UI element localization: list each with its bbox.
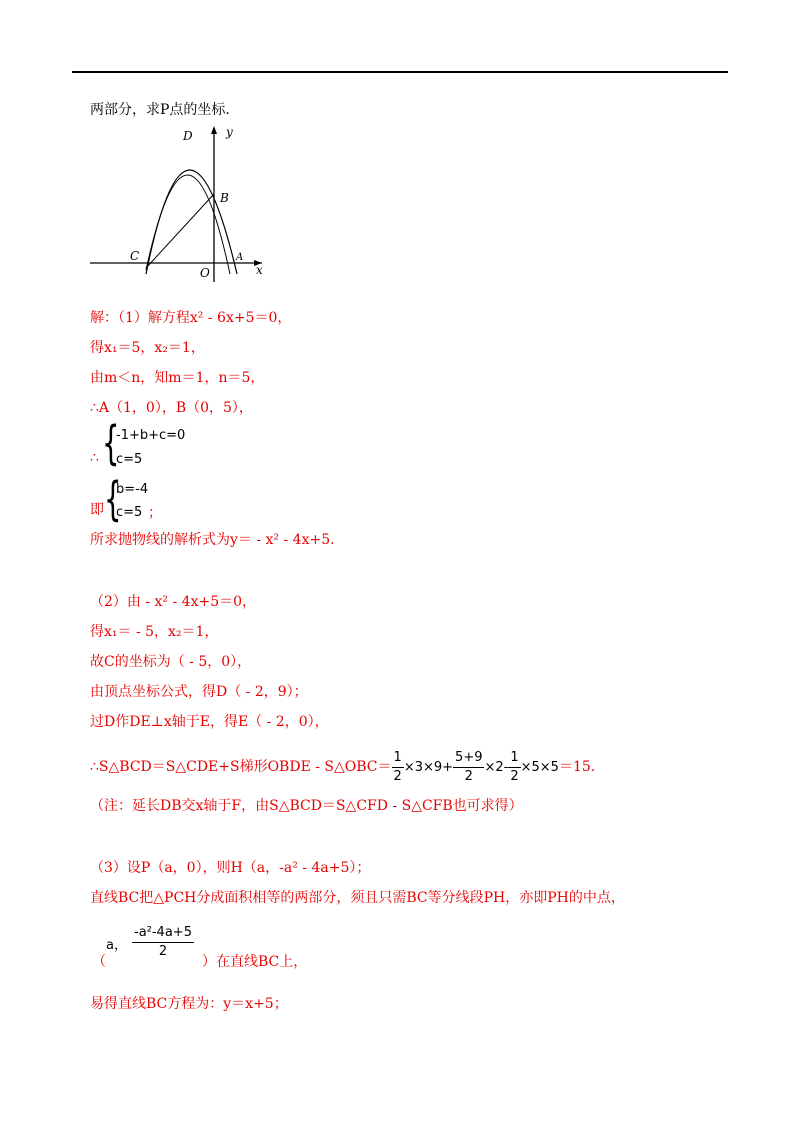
p1-line2: 得x₁＝5，x₂＝1， <box>90 340 205 356</box>
p3-line1: （3）设P（a，0），则H（a，-a² - 4a+5）； <box>90 860 371 876</box>
sys2-prefix: 即 <box>90 502 104 518</box>
area-term-2: ×2- <box>484 760 509 775</box>
area-prefix: ∴S△BCD＝S△CDE+S梯形OBDE - S△OBC＝ <box>90 759 392 775</box>
p2-note: （注：延长DB交x轴于F，由S△BCD＝S△CFD - S△CFB也可求得） <box>90 798 523 814</box>
sys2-suffix: ； <box>148 505 162 521</box>
label-O: O <box>200 266 210 280</box>
area-term-1: ×3×9+ <box>403 760 454 775</box>
label-A: A <box>236 252 244 263</box>
sys2-eq2: c=5 <box>116 505 143 520</box>
area-equation <box>90 746 595 789</box>
label-y: y <box>226 125 233 139</box>
p2-line1: （2）由 - x² - 4x+5＝0， <box>90 594 257 610</box>
p3-line3: 易得直线BC方程为：y＝x+5； <box>90 996 288 1012</box>
fraction-half-1: $\frac{1}{2}$ <box>393 749 402 784</box>
open-paren: （ <box>92 954 106 970</box>
fraction-half-2: $\frac{1}{2}$ <box>510 749 519 784</box>
label-B: B <box>220 191 229 205</box>
p2-line2: 得x₁＝ - 5，x₂＝1， <box>90 624 219 640</box>
label-C: C <box>130 249 140 263</box>
p2-line3: 故C的坐标为（ - 5，0）， <box>90 654 252 670</box>
sys1-prefix: ∴ <box>90 450 99 466</box>
area-result: ＝15. <box>558 759 596 775</box>
intro-text: 两部分，求P点的坐标． <box>90 102 240 118</box>
p1-line1: 解：（1）解方程x² - 6x+5＝0， <box>90 310 292 326</box>
p2-line4: 由顶点坐标公式，得D（ - 2，9）； <box>90 684 308 700</box>
p2-line5: 过D作DE⊥x轴于E，得E（ - 2，0）， <box>90 714 329 730</box>
brace-icon: { <box>102 416 120 470</box>
sys1-eq1: -1+b+c=0 <box>116 428 186 443</box>
coord-fraction: $\frac{\text{-a²-4a+5}}{2}$ <box>134 925 192 959</box>
parabola-figure <box>90 122 290 282</box>
p1-line3: 由m＜n，知m＝1，n＝5， <box>90 370 265 386</box>
fraction-5plus9: $\frac{5+9}{2}$ <box>455 749 483 784</box>
label-x: x <box>256 263 263 277</box>
sys1-eq2: c=5 <box>116 452 143 467</box>
brace-icon: { <box>104 472 122 526</box>
label-D: D <box>183 129 193 143</box>
header-rule <box>72 71 728 73</box>
sys2-eq1: b=-4 <box>116 482 149 497</box>
area-term-3: ×5×5 <box>520 760 559 775</box>
p1-line4: ∴A（1，0），B（0，5）， <box>90 400 253 416</box>
coord-a: a， <box>106 938 127 953</box>
close-text: ）在直线BC上， <box>202 954 308 970</box>
p3-line2: 直线BC把△PCH分成面积相等的两部分，须且只需BC等分线段PH，亦即PH的中点， <box>90 890 625 906</box>
p1-line5: 所求抛物线的解析式为y＝ - x² - 4x+5. <box>90 532 335 548</box>
